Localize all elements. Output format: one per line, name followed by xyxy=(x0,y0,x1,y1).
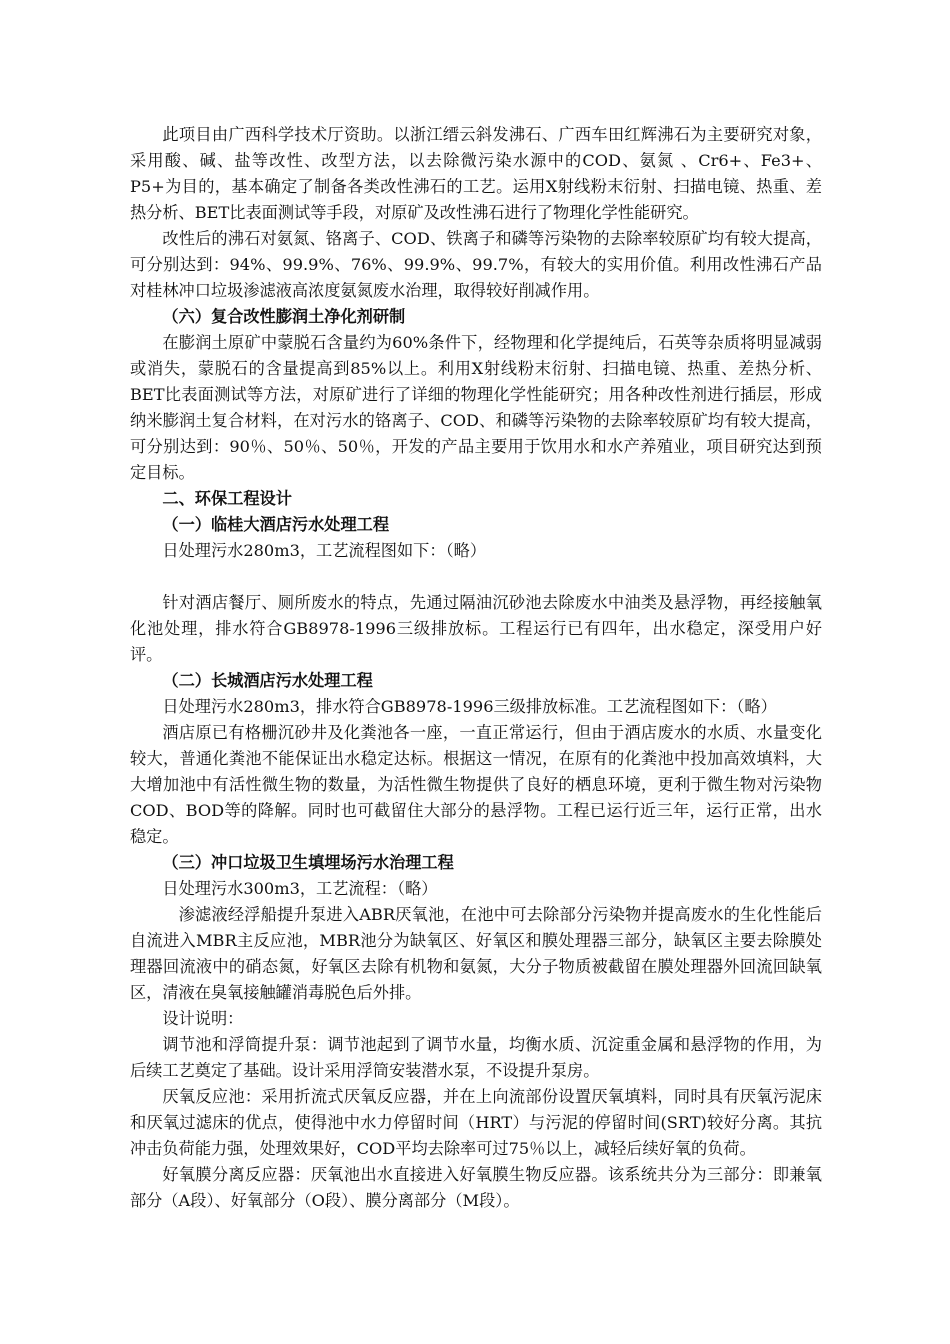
paragraph-aerobic-membrane: 好氧膜分离反应器：厌氧池出水直接进入好氧膜生物反应器。该系统共分为三部分：即兼氧部分（A段）、好氧部分（O段）、膜分离部分（M段）。 xyxy=(130,1165,822,1210)
paragraph-chongkou-process: 渗滤液经浮船提升泵进入ABR厌氧池，在池中可去除部分污染物并提高废水的生化性能后自流进入MBR主反应池，MBR池分为缺氧区、好氧区和膜处理器三部分，缺氧区主要去除膜处理器回流液中的硝态氮，好氧区去除有机物和氨氮，大分子物质被截留在膜处理器外回流回缺氧区，清液在臭氧接触罐消毒脱色后外排。 xyxy=(130,905,822,1002)
paragraph-lingui-process: 针对酒店餐厅、厕所废水的特点，先通过隔油沉砂池去除废水中油类及悬浮物，再经接触氧化池处理，排水符合GB8978-1996三级排放标。工程运行已有四年，出水稳定，深受用户好评。 xyxy=(130,593,822,664)
heading-bentonite: （六）复合改性膨润土净化剂研制 xyxy=(162,307,406,326)
paragraph-anaerobic-reactor: 厌氧反应池：采用折流式厌氧反应器，并在上向流部份设置厌氧填料，同时具有厌氧污泥床和厌氧过滤床的优点，使得池中水力停留时间（HRT）与污泥的停留时间(SRT)较好分离。其抗冲击负荷能力强，处理效果好，COD平均去除率可过75％以上，减轻后续好氧的负荷。 xyxy=(130,1087,822,1158)
paragraph-regulating-pool: 调节池和浮筒提升泵：调节池起到了调节水量，均衡水质、沉淀重金属和悬浮物的作用，为后续工艺奠定了基础。设计采用浮筒安装潜水泵，不设提升泵房。 xyxy=(130,1035,822,1080)
paragraph-lingui-capacity: 日处理污水280m3，工艺流程图如下：（略） xyxy=(162,541,487,560)
paragraph-zeolite-intro: 此项目由广西科学技术厅资助。以浙江缙云斜发沸石、广西车田红辉沸石为主要研究对象，采用酸、碱、盐等改性、改型方法，以去除微污染水源中的COD、氨氮 、Cr6+、Fe3+、P5+为目的，基本确定了制备各类改性沸石的工艺。运用X射线粉末衍射、扫描电镜、热重、差热分析、BET比表面测试等手段，对原矿及改性沸石进行了物理化学性能研究。 xyxy=(130,125,822,222)
heading-chongkou-landfill: （三）冲口垃圾卫生填埋场污水治理工程 xyxy=(162,853,454,872)
heading-env-engineering: 二、环保工程设计 xyxy=(162,489,292,508)
paragraph-bentonite: 在膨润土原矿中蒙脱石含量约为60%条件下，经物理和化学提纯后，石英等杂质将明显减弱或消失，蒙脱石的含量提高到85%以上。利用X射线粉末衍射、扫描电镜、热重、差热分析、BET比表面测试等方法，对原矿进行了详细的物理化学性能研究；用各种改性剂进行插层，形成纳米膨润土复合材料，在对污水的铬离子、COD、和磷等污染物的去除率较原矿均有较大提高，可分别达到：90％、50％、50％，开发的产品主要用于饮用水和水产养殖业，项目研究达到预定目标。 xyxy=(130,333,822,482)
paragraph-zeolite-results: 改性后的沸石对氨氮、铬离子、COD、铁离子和磷等污染物的去除率较原矿均有较大提高，可分别达到：94%、99.9%、76%、99.9%、99.7%，有较大的实用价值。利用改性沸石产品对桂林冲口垃圾渗滤液高浓度氨氮废水治理，取得较好削减作用。 xyxy=(130,229,822,300)
paragraph-changcheng-capacity: 日处理污水280m3，排水符合GB8978-1996三级排放标准。工艺流程图如下：（略） xyxy=(162,697,777,716)
paragraph-design-notes-label: 设计说明： xyxy=(162,1009,244,1028)
heading-changcheng-hotel: （二）长城酒店污水处理工程 xyxy=(162,671,373,690)
paragraph-changcheng-process: 酒店原已有格栅沉砂井及化粪池各一座，一直正常运行，但由于酒店废水的水质、水量变化较大，普通化粪池不能保证出水稳定达标。根据这一情况，在原有的化粪池中投加高效填料，大大增加池中有活性微生物的数量，为活性微生物提供了良好的栖息环境，更利于微生物对污染物COD、BOD等的降解。同时也可截留住大部分的悬浮物。工程已运行近三年，运行正常，出水稳定。 xyxy=(130,723,822,846)
paragraph-chongkou-capacity: 日处理污水300m3，工艺流程：（略） xyxy=(162,879,438,898)
document-body xyxy=(130,122,822,1214)
heading-lingui-hotel: （一）临桂大酒店污水处理工程 xyxy=(162,515,390,534)
blank-line xyxy=(130,564,822,590)
